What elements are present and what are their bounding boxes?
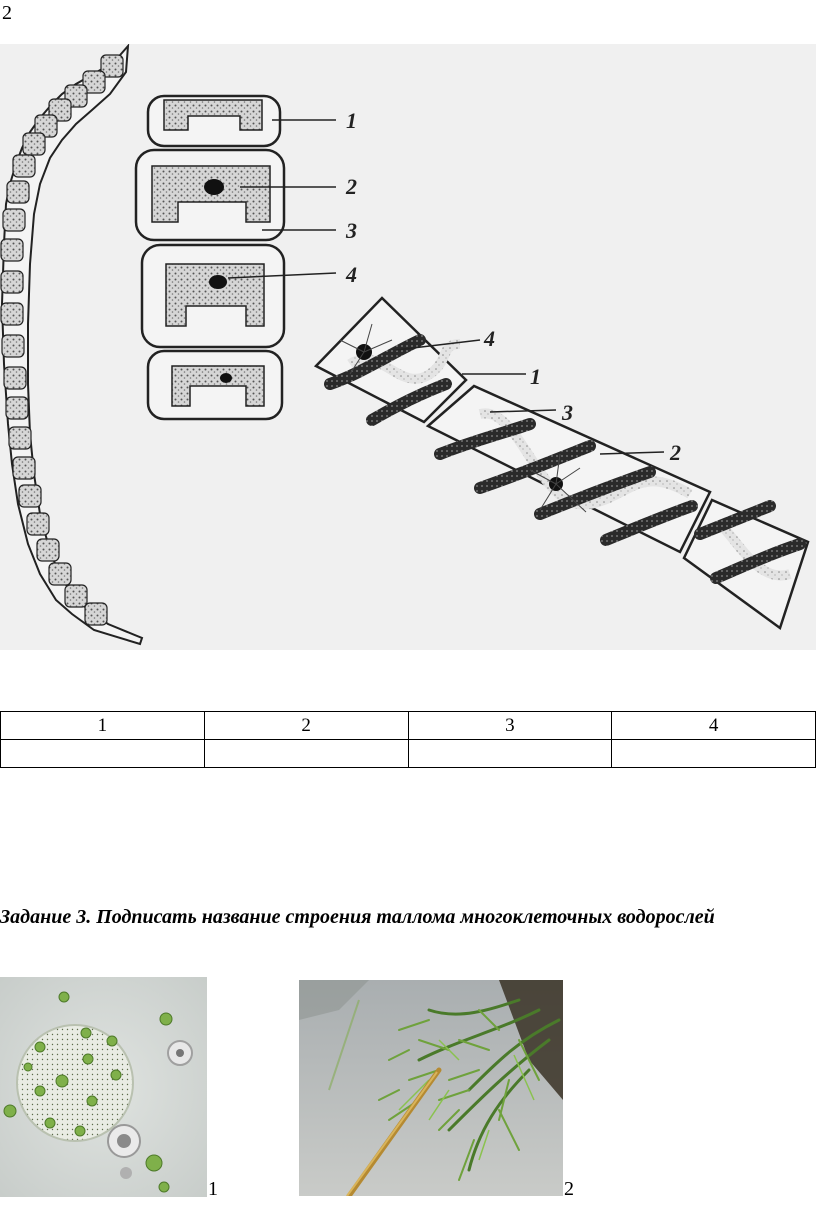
filament-cell	[49, 563, 71, 585]
photo-2-number: 2	[564, 1178, 574, 1200]
filament-cell	[6, 397, 28, 419]
filament-cell	[13, 155, 35, 177]
table-header-cell: 2	[204, 712, 408, 740]
filament-cell	[37, 539, 59, 561]
filament-cell	[27, 513, 49, 535]
filament-cell	[1, 271, 23, 293]
filament-cell	[85, 603, 107, 625]
filament-cell	[1, 303, 23, 325]
filament-cell	[65, 585, 87, 607]
branched-algae-photo	[299, 980, 563, 1196]
table-header-cell: 3	[408, 712, 612, 740]
filament-cell	[13, 457, 35, 479]
lower-label-1: 1	[530, 364, 541, 389]
upper-label-3: 3	[346, 218, 357, 243]
page-number: 2	[2, 2, 12, 24]
task3-title: Задание 3. Подписать название строения таллома многоклеточных водорослей	[0, 906, 715, 928]
filament-cell	[7, 181, 29, 203]
table-header-row	[1, 712, 816, 740]
filament-cell	[3, 209, 25, 231]
table-answer-row	[1, 740, 816, 768]
upper-label-2: 2	[346, 174, 357, 199]
table-header-cell: 1	[1, 712, 205, 740]
algae-cell-diagram	[0, 44, 816, 650]
lower-label-4: 4	[484, 326, 495, 351]
filament-cell	[1, 239, 23, 261]
filament-cell	[4, 367, 26, 389]
filament-cell	[19, 485, 41, 507]
answer-table	[0, 711, 816, 768]
volvox-photo	[0, 977, 207, 1197]
upper-label-4: 4	[346, 262, 357, 287]
filament-cell	[23, 133, 45, 155]
lower-label-3: 3	[562, 400, 573, 425]
answer-cell[interactable]	[1, 740, 205, 768]
filament-cell	[2, 335, 24, 357]
upper-label-1: 1	[346, 108, 357, 133]
answer-cell[interactable]	[612, 740, 816, 768]
spirogyra-filament	[316, 298, 808, 628]
answer-cell[interactable]	[204, 740, 408, 768]
ulothrix-cells	[136, 96, 336, 419]
table-header-cell: 4	[612, 712, 816, 740]
filament-cell	[9, 427, 31, 449]
photo-1-number: 1	[208, 1178, 218, 1200]
lower-label-2: 2	[670, 440, 681, 465]
answer-cell[interactable]	[408, 740, 612, 768]
